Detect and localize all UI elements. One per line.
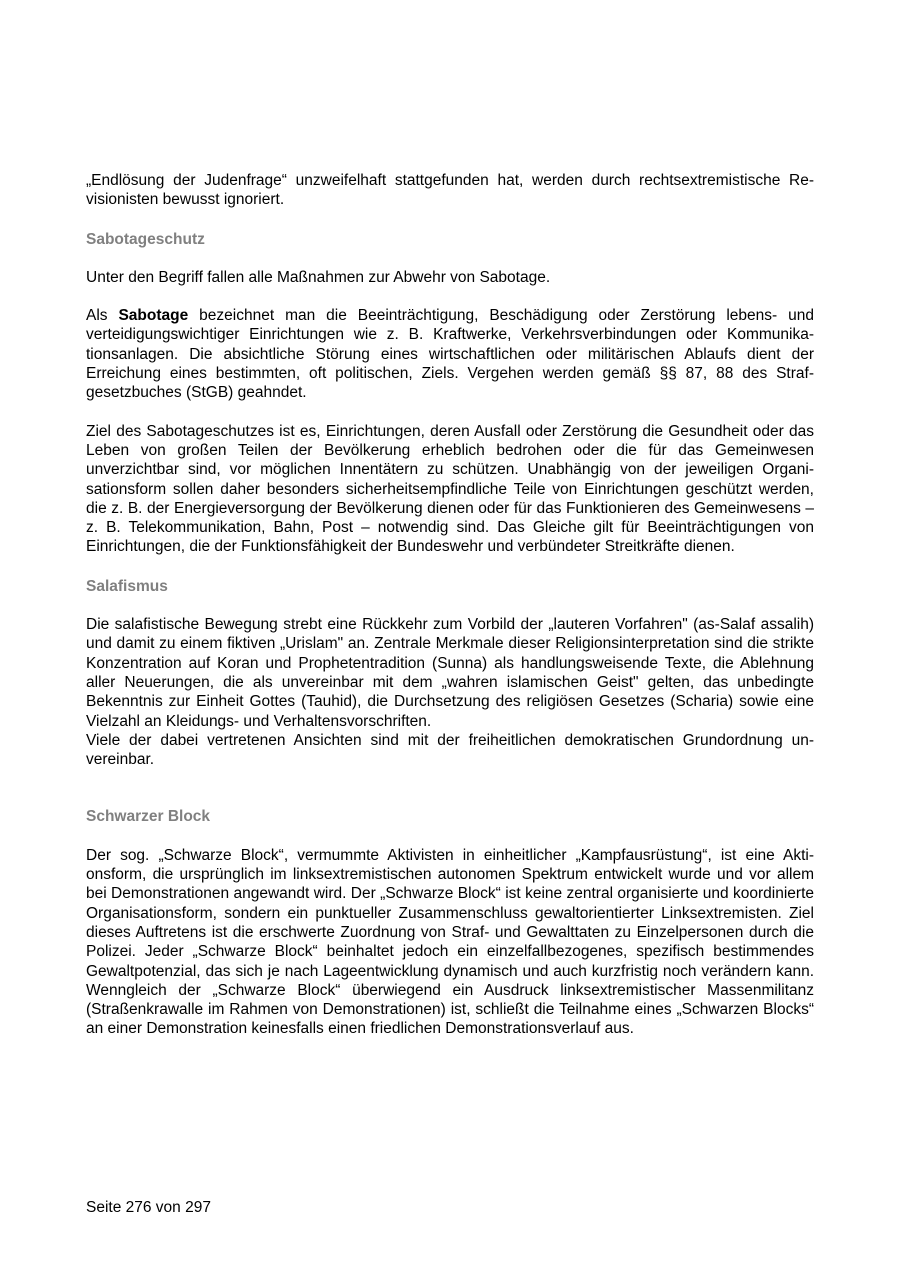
heading-schwarzer-block: Schwarzer Block (86, 808, 211, 826)
intro-continuation-paragraph: „Endlösung der Judenfrage“ unzweifelhaft stattgefunden hat, werden durch rechtsextremistische Revisionisten bewusst ignoriert. (86, 172, 814, 209)
heading-salafismus: Salafismus (86, 577, 168, 595)
sabotageschutz-paragraph-2 (86, 306, 814, 402)
salafismus-paragraph-1: Die salafistische Bewegung strebt eine Rückkehr zum Vorbild der „lauteren Vorfahren" (as-Salaf assalih) und damit zu einem fiktiven „Urislam" an. Zentrale Merkmale dieser Religionsinterpretation sind die strikte Konzentration auf Koran und Prophetentradition (Sunna) als handlungsweisende Texte, die Ablehnung aller Neuerungen, die als unvereinbar mit dem „wahren islamischen Geist" gelten, das unbedingte Bekenntnis zur Einheit Gottes (Tauhid), die Durchsetzung des religiösen Gesetzes (Scharia) sowie eine Vielzahl an Kleidungs- und Verhaltensvorschriften. (86, 616, 814, 730)
sabotageschutz-paragraph-3: Ziel des Sabotageschutzes ist es, Einrichtungen, deren Ausfall oder Zerstörung die Gesundheit oder das Leben von großen Teilen der Bevölkerung erheblich bedrohen oder die für das Gemeinwesen unverzichtbar sind, vor möglichen Innentätern zu schützen. Unabhängig von der jeweiligen Organisationsform sollen daher besonders sicherheitsempfindliche Teile von Einrichtungen geschützt werden, die z. B. der Energieversorgung der Bevölkerung dienen oder für das Funktionieren des Gemeinwesens – z. B. Telekommunikation, Bahn, Post – notwendig sind. Das Gleiche gilt für Beeinträchtigungen von Einrichtungen, die der Funktionsfähigkeit der Bundeswehr und verbündeter Streitkräfte dienen. (86, 422, 814, 556)
schwarzer-block-paragraph-1: Der sog. „Schwarze Block“, vermummte Aktivisten in einheitlicher „Kampfausrüstung“, ist eine Aktionsform, die ursprünglich im linksextremistischen autonomen Spektrum entwickelt wurde und vor allem bei Demonstrationen angewandt wird. Der „Schwarze Block“ ist keine zentral organisierte und koordinierte Organisationsform, sondern ein punktueller Zusammenschluss gewaltorientierter Linksextremisten. Ziel dieses Auftretens ist die erschwerte Zuordnung von Straf- und Gewalttaten zu Einzelpersonen durch die Polizei. Jeder „Schwarze Block“ beinhaltet jedoch ein einzelfallbezogenes, spezifisch bestimmendes Gewaltpotenzial, das sich je nach Lageentwicklung dynamisch und auch kurzfristig noch verändern kann. Wenngleich der „Schwarze Block“ überwiegend ein Ausdruck linksextremistischer Massenmilitanz (Straßenkrawalle im Rahmen von Demonstrationen) ist, schließt die Teilnahme eines „Schwarzen Blocks“ an einer Demonstration keinesfalls einen friedlichen Demonstrationsverlauf aus. (86, 846, 814, 1038)
sabotage-term: Sabotage (118, 307, 189, 325)
heading-sabotageschutz: Sabotageschutz (86, 230, 205, 248)
salafismus-paragraph-2: Viele der dabei vertretenen Ansichten sind mit der freiheitlichen demokratischen Grundordnung unvereinbar. (86, 731, 814, 769)
page-number: Seite 276 von 297 (86, 1199, 211, 1216)
sabotageschutz-paragraph-1: Unter den Begriff fallen alle Maßnahmen zur Abwehr von Sabotage. (86, 268, 551, 286)
sabotage-prefix: Als (86, 307, 119, 325)
document-page (86, 171, 814, 1039)
sabotage-definition: bezeichnet man die Beeinträchtigung, Beschädigung oder Zerstörung lebens- und verteidigungswichtiger Einrichtungen wie z. B. Kraftwerke, Verkehrsverbindungen oder Kommunikationsanlagen. Die absichtliche Störung eines wirtschaftlichen oder militärischen Ablaufs dient der Erreichung eines bestimmten, oft politischen, Ziels. Vergehen werden gemäß §§ 87, 88 des Strafgesetzbuches (StGB) geahndet. (86, 307, 814, 402)
